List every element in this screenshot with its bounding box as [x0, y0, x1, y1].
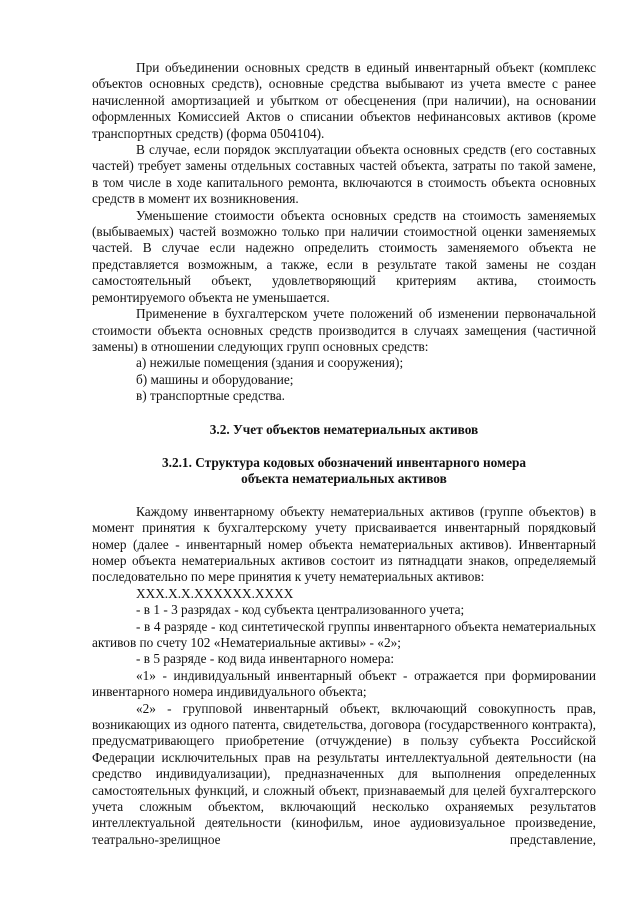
list-item-vehicles: в) транспортные средства.: [136, 388, 285, 404]
paragraph-value-reduction: Уменьшение стоимости объекта основных средств на стоимость заменяемых (выбываемых) частей возможно только при наличии стоимостной оценки заменяемых частей. В случае если надежно определить стоимость заменяемого объекта не представляется возможным, а также, если в результате такой замены не создан самостоятельный объект, удовлетворяющий критериям актива, стоимость ремонтируемого объекта не уменьшается.: [92, 207, 596, 305]
subsection-heading-line-1: 3.2.1. Структура кодовых обозначений инвентарного номера: [161, 454, 527, 470]
subsection-heading-line-2: объекта нематериальных активов: [241, 471, 447, 487]
paragraph-code-1: «1» - индивидуальный инвентарный объект - отражается при формировании инвентарного номера индивидуального объекта;: [92, 667, 596, 700]
section-heading: 3.2. Учет объектов нематериальных активов: [209, 421, 479, 437]
page-body: [92, 60, 596, 848]
list-item-buildings: а) нежилые помещения (здания и сооружения);: [136, 355, 404, 371]
paragraph-digit-5: - в 5 разряде - код вида инвентарного номера:: [136, 651, 395, 667]
inventory-number-mask: ХХХ.Х.Х.ХХХХХХ.ХХХХ: [136, 585, 294, 601]
paragraph-inventory-number: Каждому инвентарному объекту нематериальных активов (группе объектов) в момент принятия к бухгалтерскому учету присваивается инвентарный порядковый номер (далее - инвентарный номер объекта нематериальных активов). Инвентарный номер объекта нематериальных активов состоит из пятнадцати знаков, определяемый последовательно по мере принятия к учету нематериальных активов:: [92, 503, 596, 585]
paragraph-digits-1-3: - в 1 - 3 разрядах - код субъекта централизованного учета;: [136, 602, 465, 618]
paragraph-initial-cost-change: Применение в бухгалтерском учете положений об изменении первоначальной стоимости объекта основных средств производится в случаях замещения (частичной замены) в отношении следующих групп основных средств:: [92, 306, 596, 354]
paragraph-digit-4: - в 4 разряде - код синтетической группы инвентарного объекта нематериальных активов по счету 102 «Нематериальные активы» - «2»;: [92, 618, 596, 650]
paragraph-code-2: «2» - групповой инвентарный объект, включающий совокупность прав, возникающих из одного патента, свидетельства, договора (государственного контракта), предусматривающего приобретение (отчуждение) в пользу субъекта Российской Федерации исключительных прав на результаты интеллектуальной деятельности (на средство индивидуализации), предназначенных для выполнения определенных самостоятельных функций, и сложный объект, признаваемый для целей бухгалтерского учета сложным объектом, включающий несколько охраняемых результатов интеллектуальной деятельности (кинофильм, иное аудиовизуальное произведение, театрально-зрелищное представление,: [92, 700, 596, 847]
paragraph-replacement-costs: В случае, если порядок эксплуатации объекта основных средств (его составных частей) требует замены отдельных составных частей объекта, затраты по такой замене, в том числе в ходе капитального ремонта, включаются в стоимость объекта основных средств в момент их возникновения.: [92, 142, 596, 207]
paragraph-merge-assets: При объединении основных средств в единый инвентарный объект (комплекс объектов основных средств), основные средства выбывают из учета вместе с ранее начисленной амортизацией и убытком от обесценения (при наличии), на основании оформленных Комиссией Актов о списании объектов нефинансовых активов (кроме транспортных средств) (форма 0504104).: [92, 60, 596, 141]
list-item-machinery: б) машины и оборудование;: [136, 371, 294, 387]
